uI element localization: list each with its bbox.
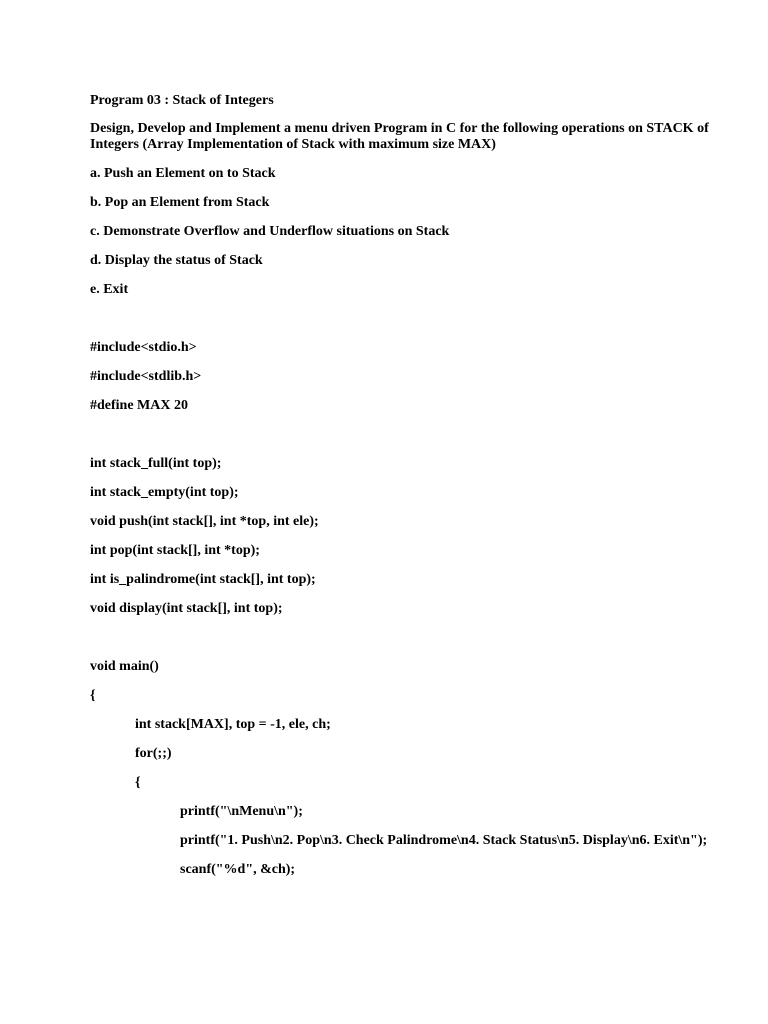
loop-open-brace: { xyxy=(135,775,141,790)
printf-options: printf("1. Push\n2. Pop\n3. Check Palindrome\n4. Stack Status\n5. Display\n6. Exit\n"); xyxy=(180,833,708,848)
program-description: Design, Develop and Implement a menu driven Program in C for the following operations on STACK of Integers (Array Implementation of Stack with maximum size MAX) xyxy=(90,121,713,152)
option-display: d. Display the status of Stack xyxy=(90,253,263,268)
option-overflow-underflow: c. Demonstrate Overflow and Underflow situations on Stack xyxy=(90,224,450,239)
define-max: #define MAX 20 xyxy=(90,398,188,413)
prototype-pop: int pop(int stack[], int *top); xyxy=(90,543,260,558)
main-declaration: int stack[MAX], top = -1, ele, ch; xyxy=(135,717,331,732)
prototype-push: void push(int stack[], int *top, int ele); xyxy=(90,514,319,529)
option-pop: b. Pop an Element from Stack xyxy=(90,195,270,210)
document-page xyxy=(90,92,713,890)
include-stdlib: #include<stdlib.h> xyxy=(90,369,202,384)
include-stdio: #include<stdio.h> xyxy=(90,340,197,355)
main-for-loop: for(;;) xyxy=(135,746,172,761)
prototype-display: void display(int stack[], int top); xyxy=(90,601,283,616)
prototype-stack-full: int stack_full(int top); xyxy=(90,456,222,471)
option-exit: e. Exit xyxy=(90,282,129,297)
prototype-is-palindrome: int is_palindrome(int stack[], int top); xyxy=(90,572,316,587)
program-title: Program 03 : Stack of Integers xyxy=(90,93,274,108)
prototype-stack-empty: int stack_empty(int top); xyxy=(90,485,239,500)
scanf-choice: scanf("%d", &ch); xyxy=(180,862,296,877)
option-push: a. Push an Element on to Stack xyxy=(90,166,276,181)
main-open-brace: { xyxy=(90,688,96,703)
printf-menu: printf("\nMenu\n"); xyxy=(180,804,303,819)
main-signature: void main() xyxy=(90,659,159,674)
